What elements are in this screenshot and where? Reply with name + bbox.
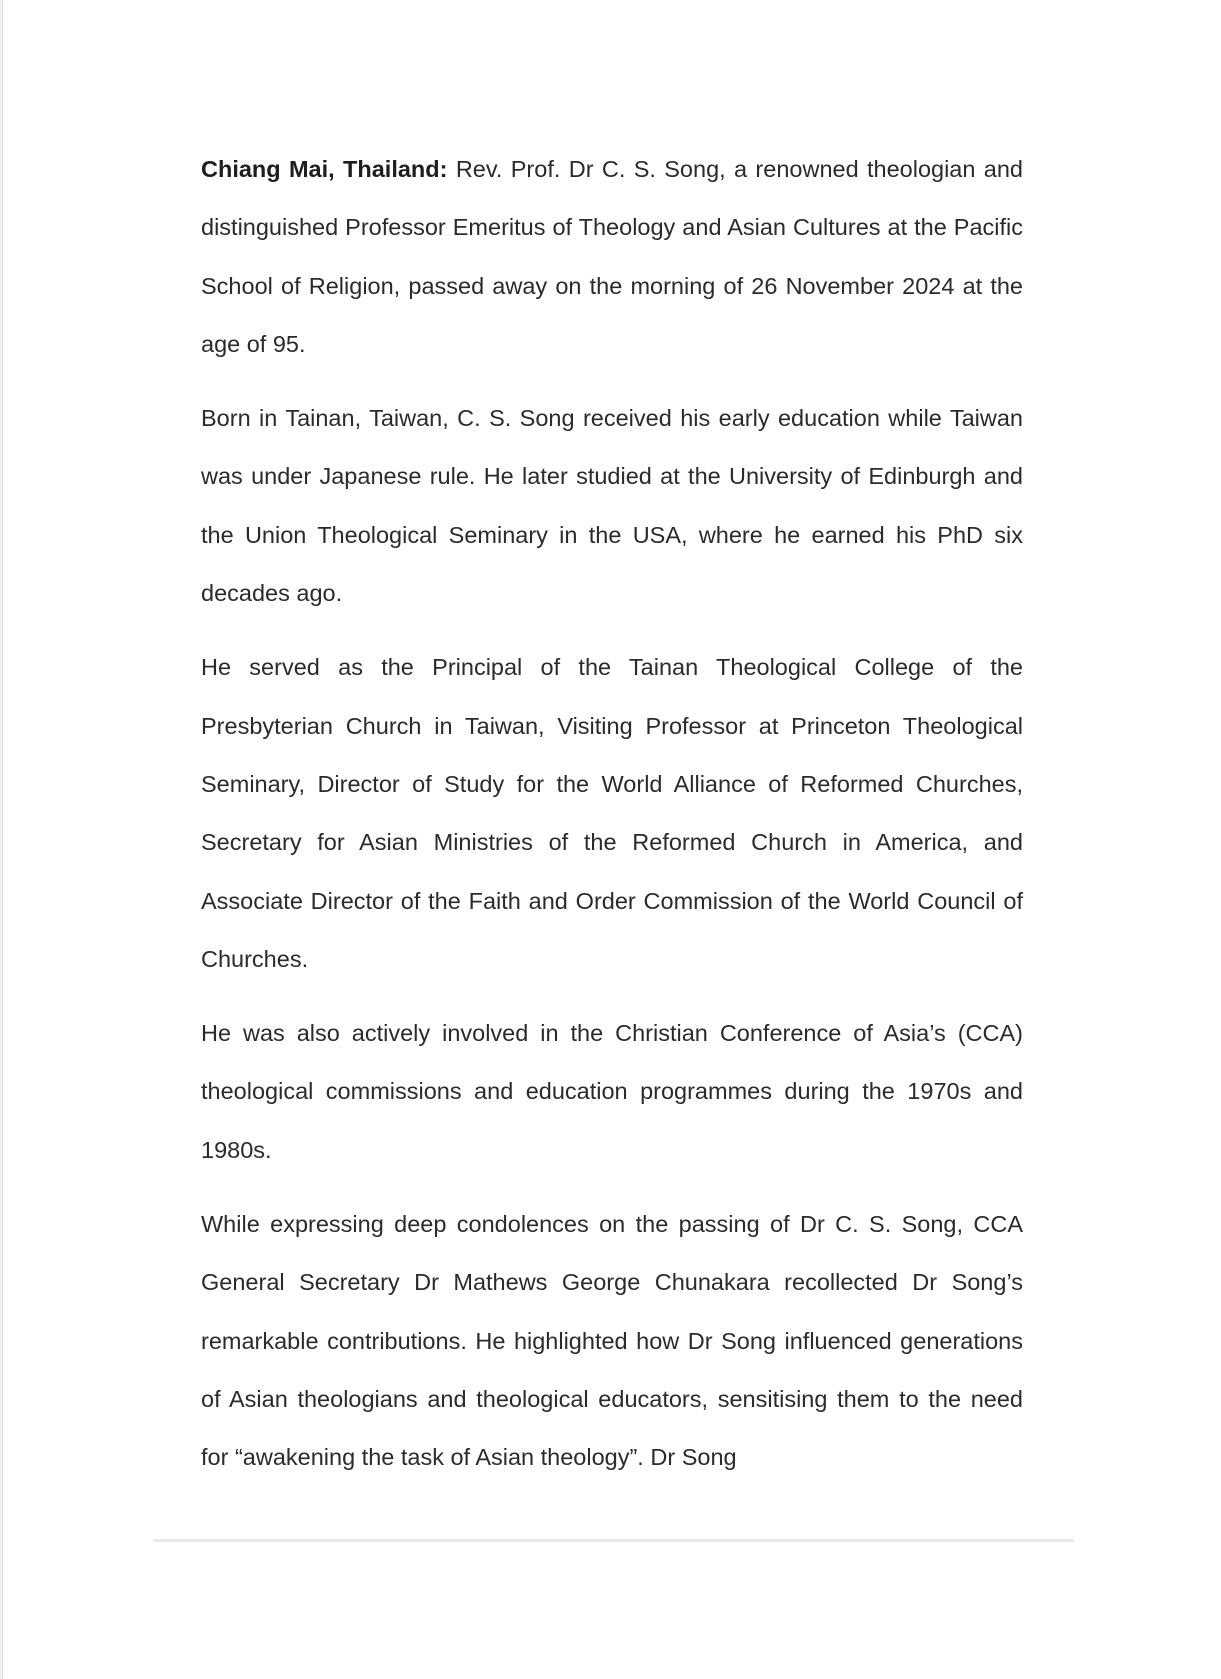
paragraph-text: Rev. Prof. Dr C. S. Song, a renowned theologian and distinguished Professor Emeritus of Theology and Asian Cultures at the Pacific School of Religion, passed away on the morning of 26 November 2024 at the age of 95.: [201, 156, 1024, 357]
dateline: Chiang Mai, Thailand:: [201, 156, 448, 182]
paragraph-career: He served as the Principal of the Tainan Theological College of the Presbyterian Church in Taiwan, Visiting Professor at Princeton Theological Seminary, Director of Study for the World Alliance of Reformed Churches, Secretary for Asian Ministries of the Reformed Church in America, and Associate Director of the Faith and Order Commission of the World Council of Churches.: [201, 654, 1023, 972]
paragraph-condolences: While expressing deep condolences on the passing of Dr C. S. Song, CCA General Secretary Dr Mathews George Chunakara recollected Dr Song’s remarkable contributions. He highlighted how Dr Song influenced generations of Asian theologians and theological educators, sensitising them to the need for “awakening the task of Asian theology”. Dr Song: [201, 1211, 1023, 1471]
paragraph-education: Born in Tainan, Taiwan, C. S. Song received his early education while Taiwan was under Japanese rule. He later studied at the University of Edinburgh and the Union Theological Seminary in the USA, where he earned his PhD six decades ago.: [201, 405, 1023, 607]
paragraph-intro: [201, 140, 1023, 373]
article-body: [201, 140, 1023, 1503]
document-page: [2, 0, 1221, 1679]
paragraph-cca-involvement: He was also actively involved in the Christian Conference of Asia’s (CCA) theological commissions and education programmes during the 1970s and 1980s.: [201, 1020, 1023, 1163]
page-divider: [153, 1539, 1074, 1542]
